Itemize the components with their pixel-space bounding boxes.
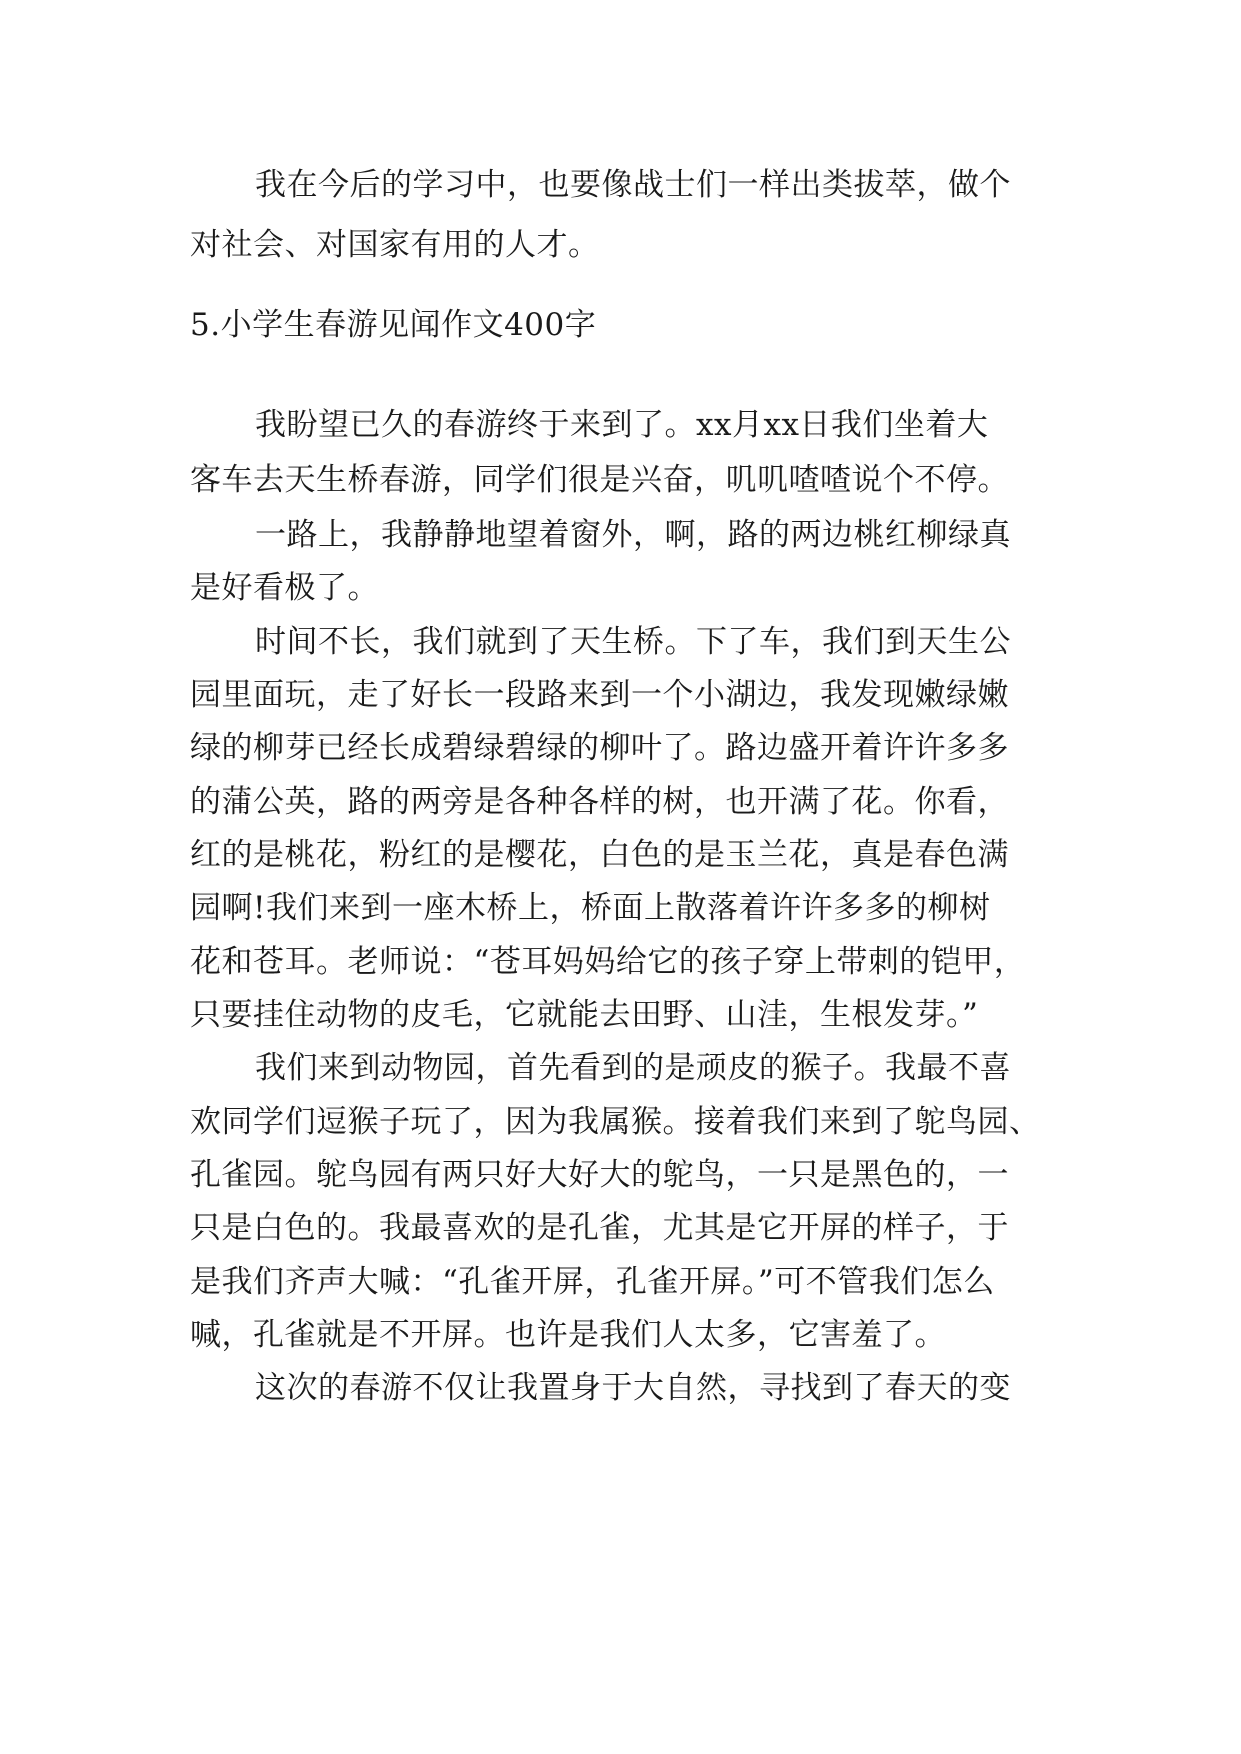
paragraph-line: 时间不长，我们就到了天生桥。下了车，我们到天生公 — [255, 624, 1011, 660]
paragraph-line: 这次的春游不仅让我置身于大自然，寻找到了春天的变 — [255, 1370, 1011, 1406]
paragraph-line: 只要挂住动物的皮毛，它就能去田野、山洼，生根发芽。” — [190, 997, 979, 1033]
paragraph-line: 我在今后的学习中，也要像战士们一样出类拔萃，做个 — [255, 167, 1011, 203]
paragraph-line: 欢同学们逗猴子玩了，因为我属猴。接着我们来到了鸵鸟园、 — [190, 1104, 1041, 1140]
paragraph-line: 园啊!我们来到一座木桥上，桥面上散落着许许多多的柳树 — [190, 890, 991, 926]
paragraph-line: 是好看极了。 — [190, 570, 379, 606]
paragraph-line: 是我们齐声大喊：“孔雀开屏，孔雀开屏。”可不管我们怎么 — [190, 1264, 995, 1300]
paragraph-line: 我盼望已久的春游终于来到了。xx月xx日我们坐着大 — [255, 407, 989, 443]
paragraph-line: 一路上，我静静地望着窗外，啊，路的两边桃红柳绿真 — [255, 517, 1011, 553]
paragraph-line: 孔雀园。鸵鸟园有两只好大好大的鸵鸟，一只是黑色的，一 — [190, 1157, 1009, 1193]
paragraph-line: 我们来到动物园，首先看到的是顽皮的猴子。我最不喜 — [255, 1050, 1011, 1086]
paragraph-line: 客车去天生桥春游，同学们很是兴奋，叽叽喳喳说个不停。 — [190, 462, 1009, 498]
paragraph-line: 喊，孔雀就是不开屏。也许是我们人太多，它害羞了。 — [190, 1317, 946, 1353]
paragraph-line: 对社会、对国家有用的人才。 — [190, 227, 600, 263]
paragraph-line: 绿的柳芽已经长成碧绿碧绿的柳叶了。路边盛开着许许多多 — [190, 730, 1009, 766]
paragraph-line: 园里面玩，走了好长一段路来到一个小湖边，我发现嫩绿嫩 — [190, 677, 1009, 713]
paragraph-line: 只是白色的。我最喜欢的是孔雀，尤其是它开屏的样子，于 — [190, 1210, 1009, 1246]
section-heading: 5.小学生春游见闻作文400字 — [190, 307, 597, 343]
paragraph-line: 的蒲公英，路的两旁是各种各样的树，也开满了花。你看， — [190, 784, 1009, 820]
paragraph-line: 花和苍耳。老师说：“苍耳妈妈给它的孩子穿上带刺的铠甲， — [190, 944, 1026, 980]
paragraph-line: 红的是桃花，粉红的是樱花，白色的是玉兰花，真是春色满 — [190, 837, 1009, 873]
